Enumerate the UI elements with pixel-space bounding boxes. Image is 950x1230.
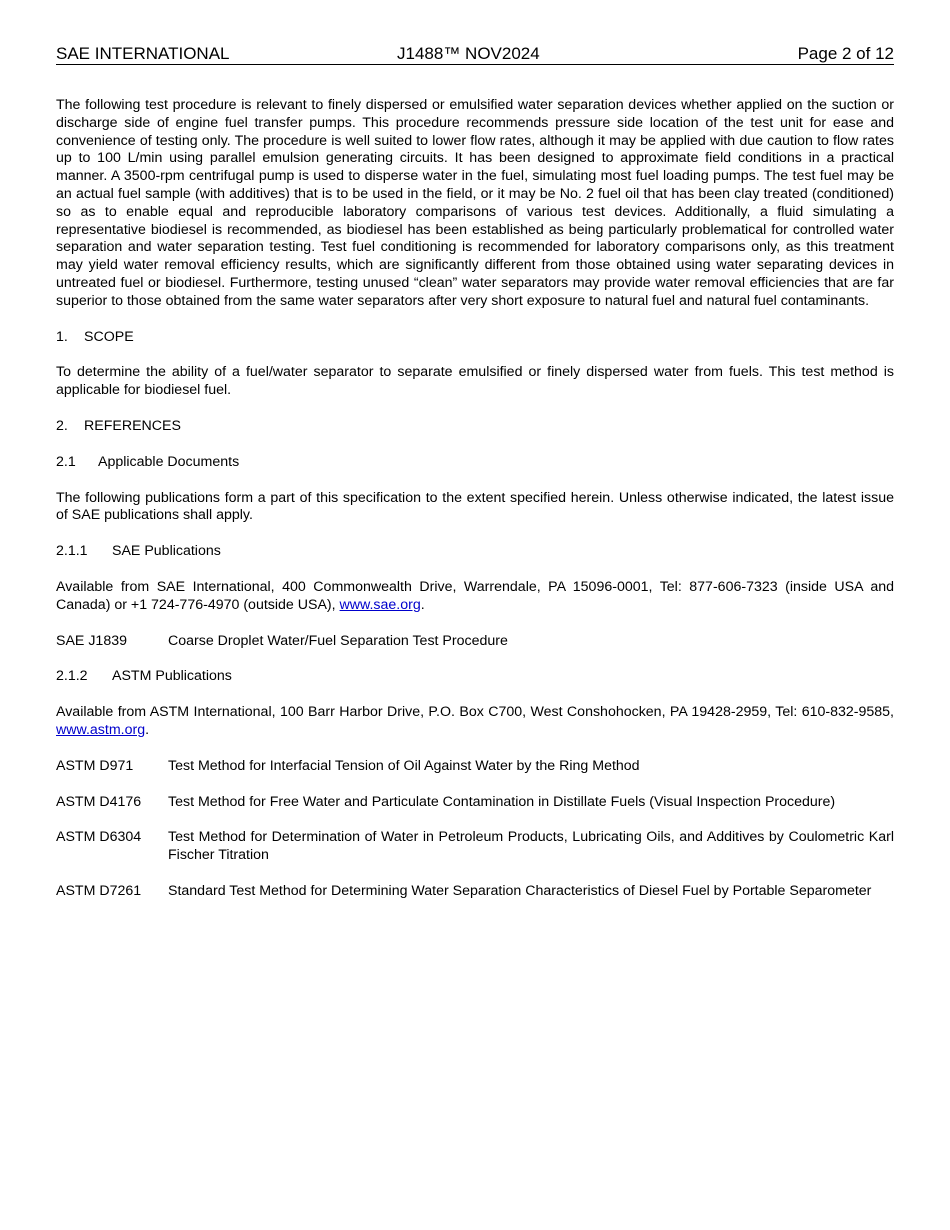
subsection-heading-sae-publications	[56, 543, 894, 561]
section-number: 2.	[56, 417, 68, 434]
reference-code: SAE J1839	[56, 632, 127, 649]
subsection-title: SAE Publications	[112, 543, 221, 560]
subsection-title: Applicable Documents	[98, 453, 240, 470]
sae-website-link[interactable]: www.sae.org	[339, 596, 421, 613]
header-organization: SAE INTERNATIONAL	[56, 44, 230, 63]
document-body	[56, 97, 894, 919]
astm-availability-paragraph	[56, 704, 894, 740]
header-document-id: J1488™ NOV2024	[397, 44, 540, 63]
reference-code: ASTM D971	[56, 757, 134, 774]
header-page-number: Page 2 of 12	[797, 44, 894, 63]
section-heading-scope	[56, 329, 894, 347]
applicable-documents-paragraph: The following publications form a part of this specification to the extent specified herein. Unless otherwise indicated, the latest issue of SAE publications shall apply.	[56, 489, 894, 524]
section-title: REFERENCES	[84, 417, 181, 434]
subsection-number: 2.1.1	[56, 543, 88, 560]
reference-item	[56, 633, 894, 651]
scope-paragraph: To determine the ability of a fuel/water separator to separate emulsified or finely dispersed water from fuels. This test method is applicable for biodiesel fuel.	[56, 364, 894, 399]
subsection-number: 2.1	[56, 453, 76, 470]
subsection-heading-astm-publications	[56, 668, 894, 686]
reference-title: Test Method for Determination of Water in Petroleum Products, Lubricating Oils, and Additives by Coulometric Karl Fischer Titration	[168, 829, 894, 864]
reference-code: ASTM D6304	[56, 829, 142, 846]
reference-title: Standard Test Method for Determining Water Separation Characteristics of Diesel Fuel by Portable Separometer	[168, 882, 872, 899]
astm-website-link[interactable]: www.astm.org	[56, 721, 146, 738]
subsection-number: 2.1.2	[56, 668, 88, 685]
subsection-title: ASTM Publications	[112, 668, 232, 685]
reference-title: Coarse Droplet Water/Fuel Separation Test Procedure	[168, 632, 508, 649]
reference-title: Test Method for Free Water and Particulate Contamination in Distillate Fuels (Visual Inspection Procedure)	[168, 793, 836, 810]
reference-title: Test Method for Interfacial Tension of Oil Against Water by the Ring Method	[168, 757, 640, 774]
reference-code: ASTM D4176	[56, 793, 142, 810]
subsection-heading-applicable-documents	[56, 454, 894, 472]
astm-availability-end: .	[145, 721, 150, 738]
sae-availability-end: .	[420, 596, 425, 613]
section-heading-references	[56, 418, 894, 436]
reference-code: ASTM D7261	[56, 882, 142, 899]
section-title: SCOPE	[84, 328, 134, 345]
reference-item	[56, 758, 894, 776]
sae-availability-paragraph	[56, 579, 894, 615]
sae-availability-text: Available from SAE International, 400 Commonwealth Drive, Warrendale, PA 15096-0001, Tel: 877-606-7323 (inside USA and Canada) or +1 724-776-4970 (outside USA),	[56, 578, 894, 613]
reference-item	[56, 883, 894, 901]
section-number: 1.	[56, 328, 68, 345]
reference-item	[56, 794, 894, 812]
intro-paragraph: The following test procedure is relevant to finely dispersed or emulsified water separation devices whether applied on the suction or discharge side of engine fuel transfer pumps. This procedure recommends pressure side location of the test unit for ease and convenience of testing only. The procedure is well suited to lower flow rates, although it may be applied with due caution to flow rates up to 100 L/min using parallel emulsion generating circuits. It has been designed to approximate field conditions in a practical manner. A 3500-rpm centrifugal pump is used to disperse water in the fuel, simulating most fuel loading pumps. The test fuel may be an actual fuel sample (with additives) that is to be used in the field, or it may be No. 2 fuel oil that has been clay treated (conditioned) so as to enable equal and reproducible laboratory comparisons of various test devices. Additionally, a fluid simulating a representative biodiesel is recommended, as biodiesel has been established as being particularly problematical for controlled water separation and water separation testing. Test fuel conditioning is recommended for laboratory comparisons only, as this treatment may yield water removal efficiency results, which are significantly different from those obtained using water separating devices in untreated fuel or biodiesel. Furthermore, testing unused “clean” water separators may provide water removal efficiencies that are far superior to those obtained from the same water separators after very short exposure to natural fuel and natural fuel contaminants.	[56, 97, 894, 309]
astm-availability-text: Available from ASTM International, 100 Barr Harbor Drive, P.O. Box C700, West Conshohocken, PA 19428-2959, Tel: 610-832-9585,	[56, 704, 894, 721]
reference-item	[56, 829, 894, 865]
page-header	[56, 44, 894, 65]
